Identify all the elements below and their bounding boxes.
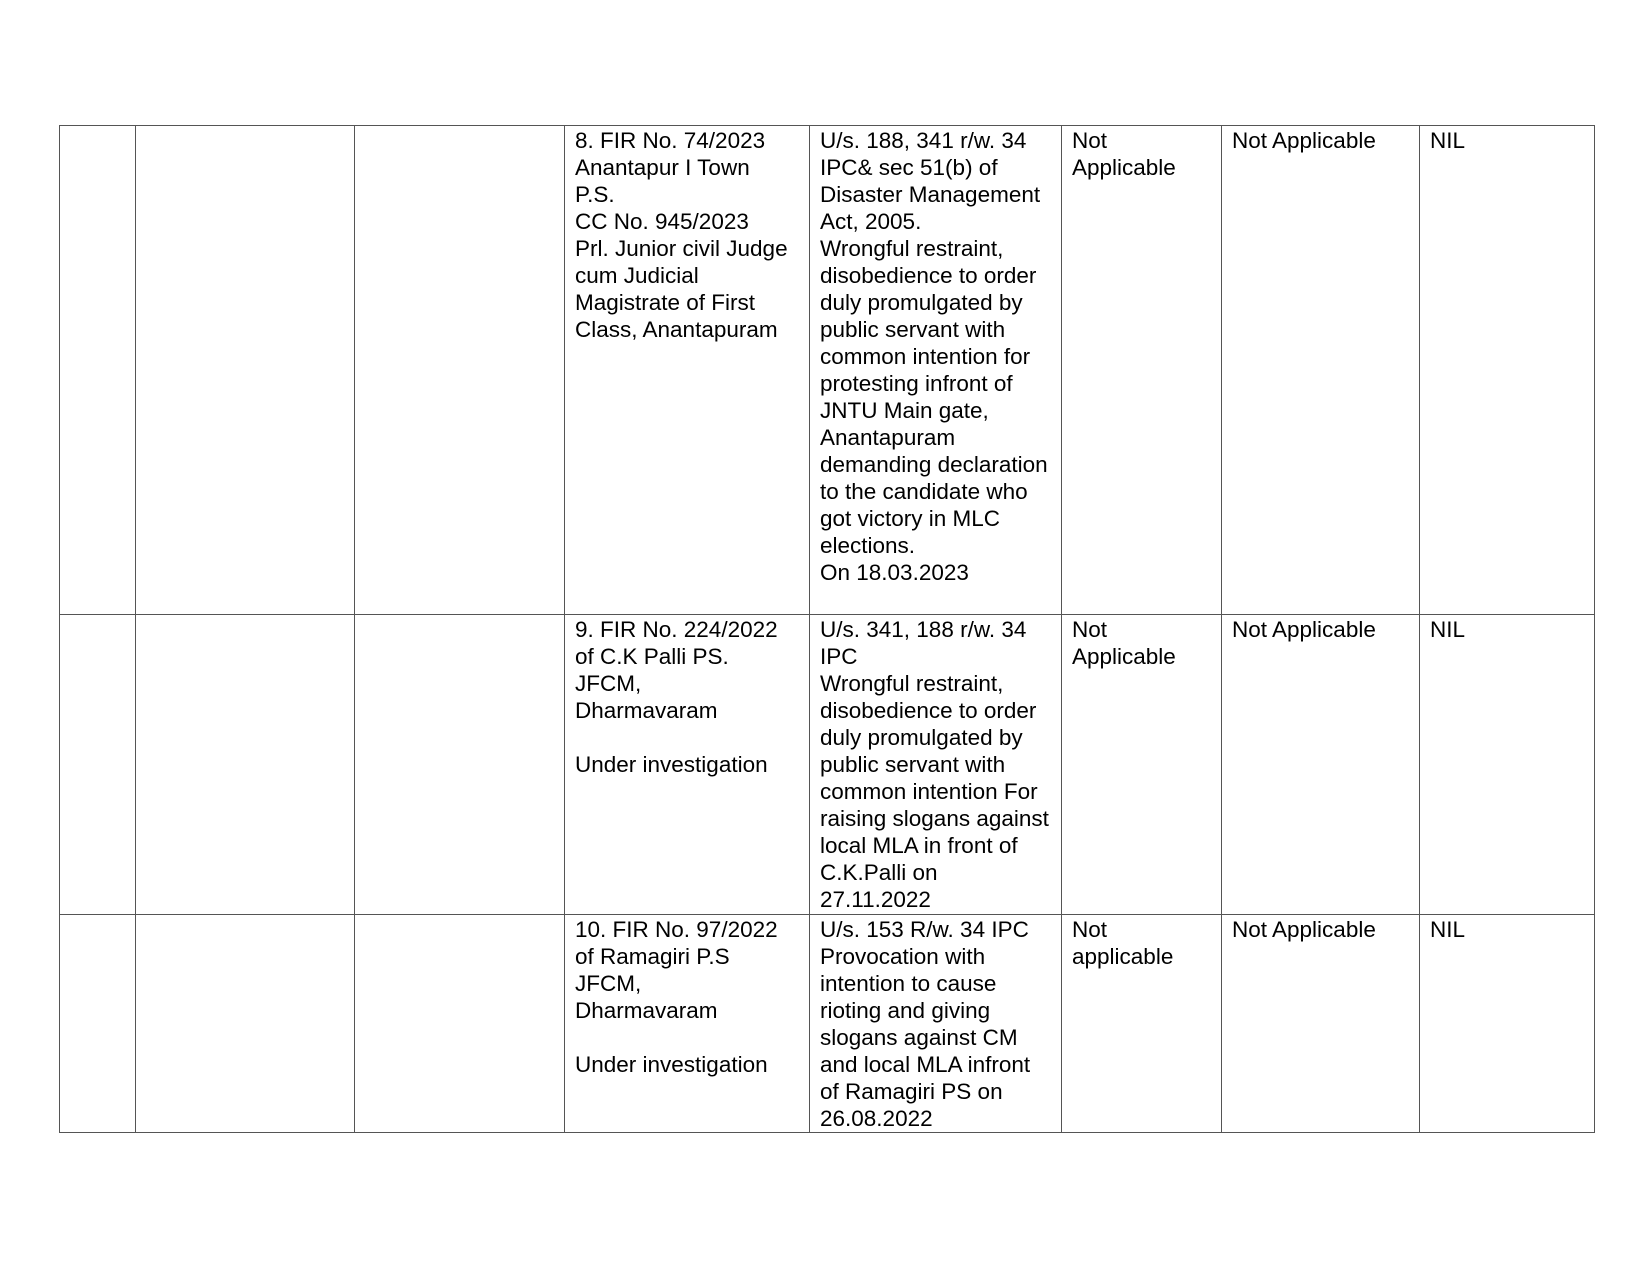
serial-cell (60, 615, 136, 915)
applicability-cell: Not Applicable (1062, 126, 1222, 615)
applicability-cell: Not applicable (1062, 915, 1222, 1133)
serial-cell (60, 126, 136, 615)
applicability-cell: Not Applicable (1222, 615, 1420, 915)
blank-cell (355, 915, 565, 1133)
blank-cell (355, 615, 565, 915)
blank-cell (136, 615, 355, 915)
cases-table (59, 125, 1595, 1133)
applicability-cell: Not Applicable (1222, 915, 1420, 1133)
blank-cell (136, 126, 355, 615)
case-details-cell: 8. FIR No. 74/2023 Anantapur I Town P.S. CC No. 945/2023 Prl. Junior civil Judge cum Judicial Magistrate of First Class, Anantapuram (565, 126, 810, 615)
sections-cell: U/s. 341, 188 r/w. 34 IPC Wrongful restraint, disobedience to order duly promulgated by public servant with common intention For raising slogans against local MLA in front of C.K.Palli on 27.11.2022 (810, 615, 1062, 915)
remarks-cell: NIL (1420, 615, 1595, 915)
applicability-cell: Not Applicable (1222, 126, 1420, 615)
table-row (60, 615, 1595, 915)
remarks-cell: NIL (1420, 915, 1595, 1133)
blank-cell (355, 126, 565, 615)
remarks-cell: NIL (1420, 126, 1595, 615)
sections-cell: U/s. 153 R/w. 34 IPC Provocation with intention to cause rioting and giving slogans against CM and local MLA infront of Ramagiri PS on 26.08.2022 (810, 915, 1062, 1133)
blank-cell (136, 915, 355, 1133)
case-details-cell: 9. FIR No. 224/2022 of C.K Palli PS. JFCM, Dharmavaram Under investigation (565, 615, 810, 915)
case-details-cell: 10. FIR No. 97/2022 of Ramagiri P.S JFCM, Dharmavaram Under investigation (565, 915, 810, 1133)
table-row (60, 915, 1595, 1133)
applicability-cell: Not Applicable (1062, 615, 1222, 915)
sections-cell: U/s. 188, 341 r/w. 34 IPC& sec 51(b) of Disaster Management Act, 2005. Wrongful restraint, disobedience to order duly promulgated by public servant with common intention for protesting infront of JNTU Main gate, Anantapuram demanding declaration to the candidate who got victory in MLC elections. On 18.03.2023 (810, 126, 1062, 615)
table-row (60, 126, 1595, 615)
serial-cell (60, 915, 136, 1133)
